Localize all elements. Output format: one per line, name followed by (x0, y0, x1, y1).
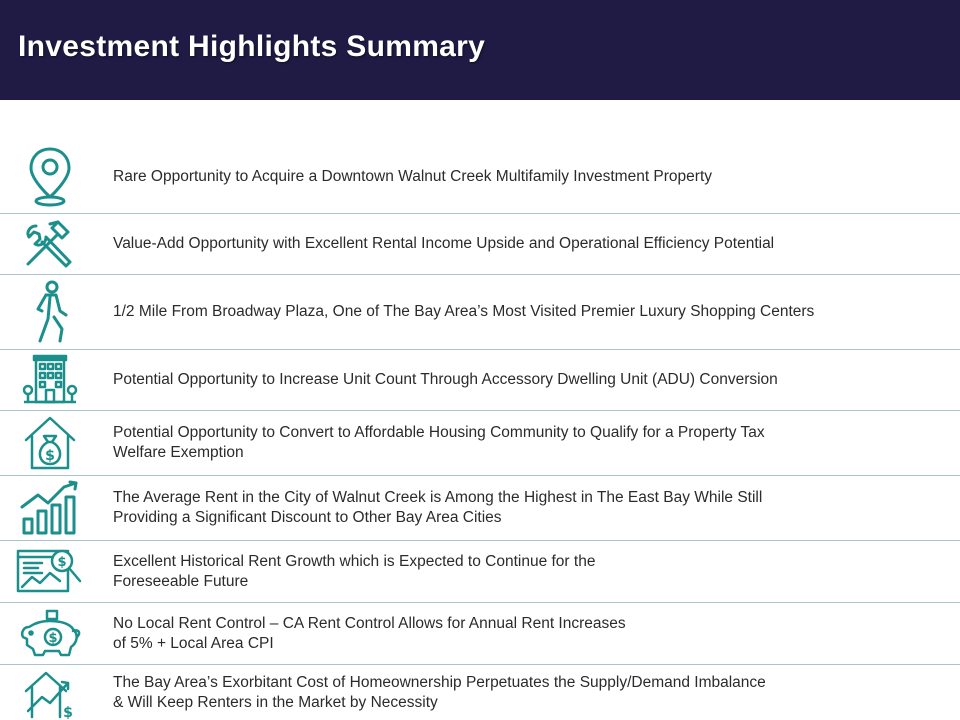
rising-bar-chart-icon (14, 479, 86, 537)
highlight-text: The Average Rent in the City of Walnut Creek is Among the Highest in The East Bay While Still Providing a Significant Discount to Other Bay Area Cities (113, 489, 763, 526)
financial-report-magnifier-icon (14, 547, 86, 597)
highlight-row (0, 476, 960, 541)
walking-person-icon (14, 279, 86, 345)
highlight-row (0, 214, 960, 275)
svg-text:$: $ (48, 630, 58, 646)
piggy-bank-icon (14, 609, 86, 659)
highlight-row (0, 411, 960, 476)
highlight-row (0, 665, 960, 720)
hammer-wrench-icon (14, 218, 86, 270)
highlight-row (0, 275, 960, 350)
svg-text:$: $ (57, 554, 67, 570)
svg-text:$: $ (45, 448, 55, 464)
highlight-text: Excellent Historical Rent Growth which is Expected to Continue for the Foreseeable Future (113, 552, 596, 590)
highlight-row (0, 603, 960, 665)
highlight-text: The Bay Area’s Exorbitant Cost of Homeownership Perpetuates the Supply/Demand Imbalance & Will Keep Renters in the Market by Necessity (113, 673, 766, 711)
apartment-building-icon (14, 354, 86, 406)
highlight-text: Potential Opportunity to Increase Unit Count Through Accessory Dwelling Unit (ADU) Conversion (113, 371, 778, 388)
highlight-text: No Local Rent Control – CA Rent Control Allows for Annual Rent Increases of 5% + Local Area CPI (113, 614, 626, 652)
svg-text:$: $ (63, 704, 73, 719)
highlight-text: Value-Add Opportunity with Excellent Rental Income Upside and Operational Efficiency Potential (113, 235, 775, 252)
highlight-text: Potential Opportunity to Convert to Affordable Housing Community to Qualify for a Property Tax Welfare Exemption (113, 424, 765, 461)
highlight-text: 1/2 Mile From Broadway Plaza, One of The Bay Area’s Most Visited Premier Luxury Shopping Centers (113, 303, 815, 320)
location-pin-icon (14, 145, 86, 209)
highlight-text: Rare Opportunity to Acquire a Downtown Walnut Creek Multifamily Investment Property (113, 167, 713, 185)
house-dollar-growth-icon (14, 667, 86, 719)
highlight-row (0, 350, 960, 411)
highlight-row (0, 541, 960, 603)
header-banner (0, 0, 960, 100)
page-title: Investment Highlights Summary (18, 30, 486, 63)
highlight-row (0, 140, 960, 214)
house-money-bag-icon (14, 414, 86, 472)
